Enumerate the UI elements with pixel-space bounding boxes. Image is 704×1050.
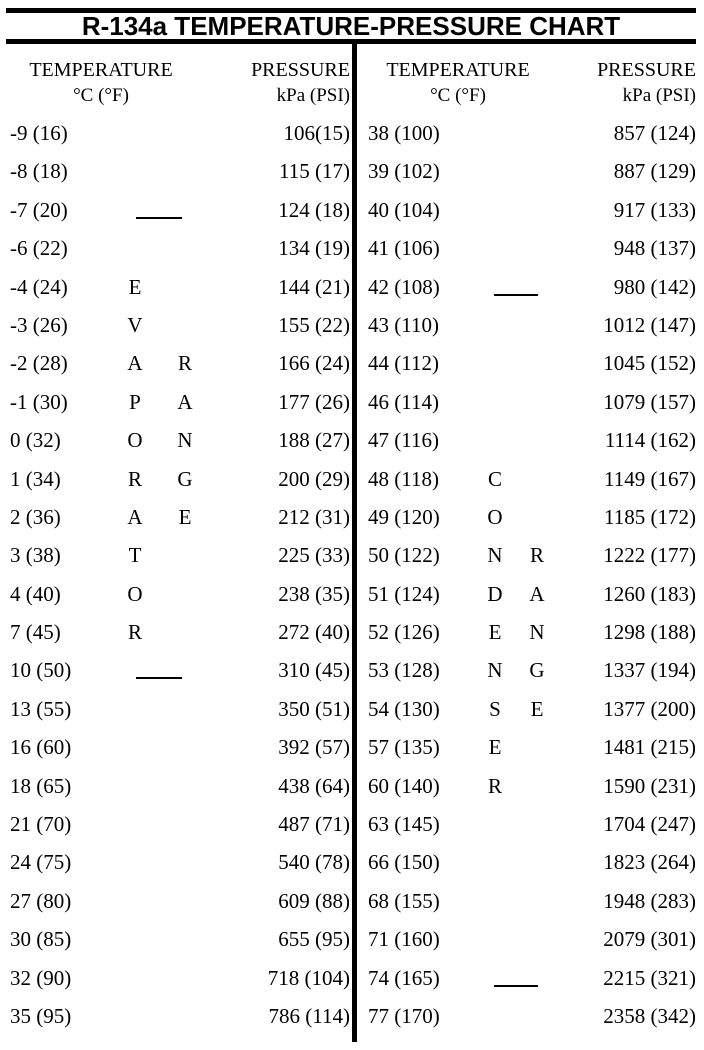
table-row (366, 920, 696, 958)
column-divider (352, 44, 357, 1042)
pressure-cell: 134 (19) (278, 236, 350, 261)
section-letter: N (529, 620, 545, 645)
pressure-cell: 609 (88) (278, 888, 350, 913)
left-pressure-header (216, 58, 350, 108)
pressure-cell: 1114 (162) (604, 428, 696, 453)
left-temp-header (8, 58, 194, 108)
temperature-cell: 27 (80) (10, 888, 72, 913)
temperature-cell: 30 (85) (10, 927, 72, 952)
section-letter: R (487, 773, 502, 798)
table-row (8, 383, 350, 421)
temperature-cell: -3 (26) (10, 312, 68, 337)
temperature-cell: 46 (114) (368, 389, 439, 414)
pressure-cell: 350 (51) (278, 696, 350, 721)
pressure-cell: 1481 (215) (603, 735, 696, 760)
temperature-cell: 74 (165) (368, 965, 440, 990)
right-temp-header (366, 58, 550, 108)
pressure-cell: 1948 (283) (603, 888, 696, 913)
table-row (8, 843, 350, 881)
pressure-cell: 310 (45) (278, 658, 350, 683)
temperature-cell: 3 (38) (10, 543, 61, 568)
table-row (8, 460, 350, 498)
section-letter: A (127, 351, 143, 376)
section-letter: N (177, 428, 193, 453)
section-letter: A (177, 389, 193, 414)
table-row (8, 920, 350, 958)
evaporator-range-marker (136, 217, 182, 219)
left-temp-header-units: °C (°F) (73, 85, 129, 106)
pressure-cell: 1222 (177) (603, 543, 696, 568)
table-row (366, 690, 696, 728)
right-temp-header-units: °C (°F) (430, 85, 486, 106)
temperature-cell: 7 (45) (10, 620, 61, 645)
pressure-cell: 115 (17) (279, 159, 350, 184)
table-row (366, 344, 696, 382)
section-letter: T (128, 543, 142, 568)
pressure-cell: 1185 (172) (604, 504, 696, 529)
table-row (8, 651, 350, 689)
condenser-range-marker (494, 294, 538, 296)
pressure-cell: 272 (40) (278, 620, 350, 645)
table-row (366, 421, 696, 459)
temperature-cell: -4 (24) (10, 274, 68, 299)
temperature-cell: -7 (20) (10, 197, 68, 222)
temperature-cell: -2 (28) (10, 351, 68, 376)
temperature-cell: 50 (122) (368, 543, 440, 568)
section-letter: E (488, 735, 502, 760)
pressure-cell: 487 (71) (278, 812, 350, 837)
temperature-cell: 41 (106) (368, 236, 440, 261)
right-rows (366, 114, 696, 1035)
table-row (366, 997, 696, 1035)
left-table (8, 58, 350, 1035)
section-letter: O (487, 504, 503, 529)
pressure-cell: 212 (31) (278, 504, 350, 529)
temperature-cell: 57 (135) (368, 735, 440, 760)
temperature-cell: 60 (140) (368, 773, 440, 798)
temperature-cell: 49 (120) (368, 504, 440, 529)
pressure-cell: 106(15) (283, 121, 350, 145)
temperature-cell: 63 (145) (368, 812, 440, 837)
table-row (8, 613, 350, 651)
table-row (366, 728, 696, 766)
table-row (8, 421, 350, 459)
section-letter: A (127, 504, 143, 529)
pressure-cell: 857 (124) (613, 121, 696, 145)
temperature-cell: 68 (155) (368, 888, 440, 913)
temperature-cell: 4 (40) (10, 581, 61, 606)
pressure-cell: 1298 (188) (603, 620, 696, 645)
temperature-cell: 1 (34) (10, 466, 61, 491)
table-row (366, 651, 696, 689)
temperature-cell: 21 (70) (10, 812, 72, 837)
table-row (8, 767, 350, 805)
table-row (366, 306, 696, 344)
table-row (8, 229, 350, 267)
temperature-cell: 53 (128) (368, 658, 440, 683)
table-row (366, 152, 696, 190)
temperature-cell: 52 (126) (368, 620, 440, 645)
pressure-cell: 1704 (247) (603, 812, 696, 837)
temperature-cell: 51 (124) (368, 581, 440, 606)
pressure-cell: 1045 (152) (603, 351, 696, 376)
pressure-cell: 155 (22) (278, 312, 350, 337)
pressure-cell: 540 (78) (278, 850, 350, 875)
section-letter: S (489, 696, 501, 721)
temperature-cell: 39 (102) (368, 159, 440, 184)
pressure-cell: 1012 (147) (603, 312, 696, 337)
left-header (8, 58, 350, 114)
temperature-cell: 40 (104) (368, 197, 440, 222)
temperature-cell: 38 (100) (368, 121, 440, 145)
right-temp-header-label: TEMPERATURE (386, 59, 530, 81)
temperature-cell: 2 (36) (10, 504, 61, 529)
table-row (8, 344, 350, 382)
section-letter: P (129, 389, 141, 414)
right-pressure-header (566, 58, 696, 108)
table-row (8, 805, 350, 843)
pressure-cell: 887 (129) (613, 159, 696, 184)
section-letter: O (127, 428, 143, 453)
pressure-cell: 2358 (342) (603, 1003, 696, 1028)
section-letter: E (178, 504, 192, 529)
table-row (8, 114, 350, 152)
temperature-cell: 77 (170) (368, 1003, 440, 1028)
temperature-cell: 54 (130) (368, 696, 440, 721)
pressure-cell: 200 (29) (278, 466, 350, 491)
pressure-cell: 718 (104) (267, 965, 350, 990)
temperature-cell: -8 (18) (10, 159, 68, 184)
table-row (366, 767, 696, 805)
temperature-cell: 71 (160) (368, 927, 440, 952)
section-letter: V (127, 312, 143, 337)
section-letter: R (127, 620, 142, 645)
right-pressure-header-units: kPa (PSI) (622, 85, 696, 106)
section-letter: E (530, 696, 544, 721)
right-table (366, 58, 696, 1035)
table-row (366, 882, 696, 920)
evaporator-range-marker (136, 677, 182, 679)
temperature-cell: 42 (108) (368, 274, 440, 299)
table-row (8, 191, 350, 229)
temperature-cell: 13 (55) (10, 696, 72, 721)
pressure-cell: 166 (24) (278, 351, 350, 376)
pressure-cell: 2079 (301) (603, 927, 696, 952)
table-row (366, 114, 696, 152)
table-row (366, 536, 696, 574)
section-letter: E (488, 620, 502, 645)
pressure-cell: 2215 (321) (603, 965, 696, 990)
section-letter: G (529, 658, 545, 683)
table-row (366, 229, 696, 267)
section-letter: G (177, 466, 193, 491)
section-letter: R (177, 351, 192, 376)
table-row (366, 383, 696, 421)
table-row (366, 575, 696, 613)
temperature-cell: -1 (30) (10, 389, 68, 414)
pressure-cell: 948 (137) (613, 236, 696, 261)
table-row (366, 959, 696, 997)
table-row (8, 997, 350, 1035)
table-row (8, 306, 350, 344)
pressure-cell: 225 (33) (278, 543, 350, 568)
table-row (8, 536, 350, 574)
temperature-cell: 66 (150) (368, 850, 440, 875)
section-letter: C (487, 466, 502, 491)
pressure-cell: 177 (26) (278, 389, 350, 414)
left-pressure-header-units: kPa (PSI) (276, 85, 350, 106)
table-row (8, 498, 350, 536)
temperature-cell: 10 (50) (10, 658, 72, 683)
temperature-cell: 0 (32) (10, 428, 61, 453)
pressure-cell: 1260 (183) (603, 581, 696, 606)
table-row (8, 882, 350, 920)
table-row (8, 152, 350, 190)
pressure-cell: 1337 (194) (603, 658, 696, 683)
table-row (366, 843, 696, 881)
table-row (366, 613, 696, 651)
pressure-cell: 238 (35) (278, 581, 350, 606)
temperature-cell: 43 (110) (368, 312, 439, 337)
pressure-cell: 188 (27) (278, 428, 350, 453)
temperature-cell: -6 (22) (10, 236, 68, 261)
pressure-cell: 438 (64) (278, 773, 350, 798)
section-letter: N (487, 658, 503, 683)
temperature-cell: 47 (116) (368, 428, 439, 453)
pressure-cell: 786 (114) (268, 1003, 350, 1028)
pressure-cell: 917 (133) (613, 197, 696, 222)
left-temp-header-label: TEMPERATURE (29, 59, 173, 81)
table-row (366, 805, 696, 843)
right-pressure-header-label: PRESSURE (597, 59, 696, 81)
left-pressure-header-label: PRESSURE (251, 59, 350, 81)
section-letter: A (529, 581, 545, 606)
pressure-cell: 144 (21) (278, 274, 350, 299)
pressure-cell: 1823 (264) (603, 850, 696, 875)
table-row (8, 268, 350, 306)
table-row (366, 268, 696, 306)
temperature-cell: 16 (60) (10, 735, 72, 760)
section-letter: R (529, 543, 544, 568)
table-row (366, 191, 696, 229)
pressure-cell: 124 (18) (278, 197, 350, 222)
table-row (8, 728, 350, 766)
pressure-cell: 655 (95) (278, 927, 350, 952)
table-row (8, 959, 350, 997)
section-letter: N (487, 543, 503, 568)
left-rows (8, 114, 350, 1035)
temperature-cell: 24 (75) (10, 850, 72, 875)
table-row (366, 498, 696, 536)
table-row (8, 690, 350, 728)
section-letter: O (127, 581, 143, 606)
pressure-cell: 392 (57) (278, 735, 350, 760)
chart-title: R-134a TEMPERATURE-PRESSURE CHART (6, 8, 696, 44)
table-row (366, 460, 696, 498)
temperature-cell: -9 (16) (10, 121, 68, 145)
table-row (8, 575, 350, 613)
temperature-cell: 48 (118) (368, 466, 439, 491)
temperature-cell: 18 (65) (10, 773, 72, 798)
pressure-cell: 1377 (200) (603, 696, 696, 721)
section-letter: R (127, 466, 142, 491)
temperature-cell: 32 (90) (10, 965, 72, 990)
pressure-cell: 980 (142) (613, 274, 696, 299)
temperature-cell: 35 (95) (10, 1003, 72, 1028)
temperature-cell: 44 (112) (368, 351, 439, 376)
pressure-cell: 1079 (157) (603, 389, 696, 414)
pressure-cell: 1149 (167) (604, 466, 696, 491)
pressure-cell: 1590 (231) (603, 773, 696, 798)
condenser-range-marker (494, 985, 538, 987)
section-letter: E (128, 274, 142, 299)
section-letter: D (487, 581, 503, 606)
right-header (366, 58, 696, 114)
